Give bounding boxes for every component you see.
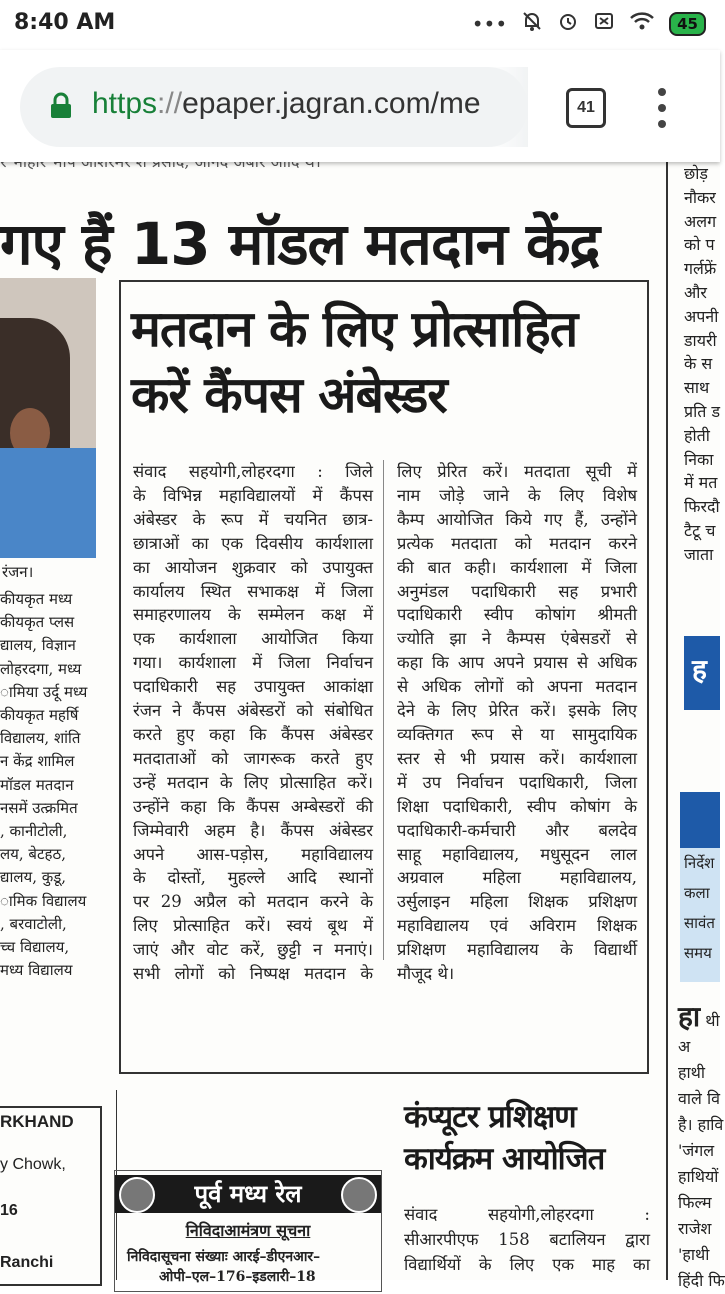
story-line: अंबेस्डर के रूप में चयनित छात्र- — [133, 509, 373, 529]
story-line: छात्राओं का एक दिवसीय कार्यशाला — [133, 533, 373, 553]
story-line: मौजूद थे। — [397, 964, 455, 984]
small-story-body — [404, 1202, 650, 1277]
menu-dot-icon — [658, 120, 666, 128]
right-line: फिरदौ — [684, 497, 720, 517]
menu-dot-icon — [658, 104, 666, 112]
url-scheme: https — [92, 87, 158, 120]
story-line: सभी लोगों को निष्पक्ष मतदान के — [133, 964, 373, 984]
right-lower-line: है। हावि — [678, 1115, 724, 1134]
story-headline-line: मतदान के लिए प्रोत्साहित — [131, 300, 578, 358]
right-line: साथ — [684, 378, 710, 398]
url-fade — [488, 67, 528, 147]
railway-logo-icon — [119, 1177, 155, 1213]
status-time: 8:40 AM — [14, 10, 116, 35]
right-line: को प — [684, 235, 715, 255]
right-lower-text — [678, 1000, 725, 1294]
right-line: टैटू च — [684, 520, 716, 540]
info-line: कला — [684, 884, 710, 902]
advert-line: Ranchi — [0, 1254, 54, 1271]
story-line: के दोस्तों, मुहल्ले आदि स्थानों — [133, 868, 373, 888]
story-column-1 — [133, 460, 373, 986]
story-line: व्यक्तिगत रूप से या सामुदायिक — [397, 724, 637, 744]
left-line: कीयकृत प्लस — [0, 613, 75, 632]
epaper-page[interactable] — [0, 162, 725, 1290]
story-line: की बात कही। कार्यशाला में जिला — [397, 557, 637, 577]
left-line: मध्य विद्यालय — [0, 961, 73, 980]
story-line: उर्सुलाइन महिला शिक्षक प्रशिक्षण — [397, 892, 637, 912]
right-line: जाता — [684, 544, 714, 564]
story-line: देने के लिए प्रेरित करें। इसके लिए — [397, 701, 637, 721]
story-line: में उप निर्वाचन पदाधिकारी, जिला — [397, 772, 637, 792]
battery-icon: 45 — [669, 12, 706, 36]
railway-line: निविदासूचना संख्याः आरई–डीएनआर– — [127, 1249, 321, 1265]
url-separator: :// — [157, 87, 183, 120]
news-photo — [0, 278, 96, 550]
railway-notice — [114, 1170, 382, 1292]
small-headline-line: कार्यक्रम आयोजित — [404, 1141, 605, 1177]
photo-caption: रंजन। — [2, 563, 34, 581]
advert-line: y Chowk, — [0, 1156, 66, 1173]
story-line: कैम्प आयोजित किये गए हैं, उन्होंने — [397, 509, 637, 529]
right-line: में मत — [684, 473, 718, 493]
story-line: मतदाताओं को जागरूक करते हुए — [133, 748, 373, 768]
right-lower-line: हिंदी फि — [678, 1271, 725, 1290]
left-line: लोहरदगा, मध्य — [0, 659, 82, 678]
photo-dress — [0, 448, 96, 558]
browser-toolbar — [0, 50, 720, 162]
left-line: कीयकृत महर्षि — [0, 706, 79, 725]
main-headline: गए हैं 13 मॉडल मतदान केंद्र — [0, 210, 600, 278]
dropcap: हा — [678, 1000, 701, 1033]
info-box — [680, 848, 720, 982]
story-line: नाम जोड़े जाने के लिए विशेष — [397, 485, 637, 505]
more-notifications-icon: ••• — [471, 11, 508, 36]
left-line: , कानीटोली, — [0, 822, 68, 841]
info-line: सावंत — [684, 914, 715, 932]
railway-subtitle-text: निविदाआमंत्रण सूचना — [185, 1221, 311, 1240]
url-text[interactable] — [92, 87, 481, 121]
right-line: निका — [684, 449, 714, 469]
mute-bell-icon — [521, 10, 543, 37]
railway-title-text: पूर्व मध्य रेल — [194, 1179, 302, 1208]
no-sim-icon — [593, 10, 615, 37]
story-line: अपने आस-पड़ोस, महाविद्यालय — [133, 844, 373, 864]
right-lower-line: अ — [678, 1037, 691, 1056]
left-line: मॉडल मतदान — [0, 775, 74, 794]
story-line: उन्होंने कहा कि कैंपस अम्बेस्डरों की — [133, 796, 373, 816]
right-line: और — [684, 282, 707, 302]
address-bar[interactable] — [20, 67, 528, 147]
story-line: पर 29 अप्रैल को मतदान करने के — [133, 892, 373, 912]
story-headline-line: करें कैंपस अंबेस्डर — [131, 366, 447, 424]
railway-line: ओपी–एल–176–इडलारी–18 — [159, 1269, 316, 1285]
info-line: समय — [684, 944, 712, 962]
story-line: लिए प्रेरित करें। मतदाता सूची में — [397, 462, 637, 481]
section-banner-dark — [680, 792, 720, 848]
story-box — [119, 280, 649, 1074]
right-lower-line: 'हाथी — [678, 1245, 710, 1264]
left-line: च्च विद्यालय, — [0, 938, 70, 957]
story-line: शिक्षा पदाधिकारी, स्वीप कोषांग के — [397, 796, 637, 816]
left-line: ामिया उर्दू मध्य — [0, 682, 88, 701]
small-headline-line: कंप्यूटर प्रशिक्षण — [404, 1099, 576, 1135]
left-line: लय, बेटहठ, — [0, 845, 66, 864]
story-line: एक कार्यशाला आयोजित किया — [133, 629, 373, 649]
left-line: न केंद्र शामिल — [0, 752, 75, 771]
story-line: कहा कि आप अपने प्रयास से अधिक — [397, 653, 637, 673]
right-line: नौकर — [684, 187, 716, 207]
status-bar — [0, 0, 720, 50]
story-line: साहू महाविद्यालय, मधुसूदन लाल — [397, 844, 637, 864]
advert-line: 16 — [0, 1202, 18, 1219]
left-column-text — [0, 588, 98, 982]
story-line: लिए प्रोत्साहित करें। स्वयं बूथ में — [133, 916, 373, 936]
story-line: करते हुए कहा कि कैंपस अंबेस्डर — [133, 724, 373, 744]
left-line: ामिक विद्यालय — [0, 891, 87, 910]
menu-dot-icon — [658, 88, 666, 96]
story-line: संवाद सहयोगी,लोहरदगा : जिले — [133, 462, 373, 481]
small-story-line: विद्यार्थियों के लिए एक माह का — [404, 1255, 650, 1274]
story-line: उन्हें मतदान के लिए प्रोत्साहित करें। — [133, 772, 373, 792]
story-line: पदाधिकारी स्वीप कोषांग श्रीमती — [397, 605, 637, 625]
alarm-icon — [557, 10, 579, 37]
story-line: का आयोजन शुक्रवार को उपायुक्त — [133, 557, 373, 577]
lock-icon — [50, 93, 72, 119]
story-headline — [131, 296, 577, 428]
status-icons — [472, 10, 706, 37]
left-line: , बरवाटोली, — [0, 914, 67, 933]
story-line: गया। कार्यशाला में जिला निर्वाचन — [133, 653, 373, 673]
left-line: नसमें उत्क्रमित — [0, 798, 78, 817]
small-story-line: सीआरपीएफ 158 बटालियन द्वारा — [404, 1230, 650, 1249]
story-line: कार्यालय स्थित सभाकक्ष में जिला — [133, 581, 373, 601]
column-divider — [383, 460, 384, 960]
story-line: से अधिक लोगों को अपना मतदान — [397, 677, 637, 697]
url-host: epaper.jagran.com/me — [182, 87, 481, 120]
right-line: डायरी — [684, 330, 717, 350]
small-story-line: संवाद सहयोगी,लोहरदगा : — [404, 1205, 650, 1224]
overflow-menu-button[interactable] — [652, 88, 672, 128]
right-line: के स — [684, 354, 713, 374]
right-line: होती — [684, 425, 710, 445]
section-banner — [684, 636, 720, 710]
railway-subtitle — [115, 1219, 381, 1241]
railway-title — [115, 1175, 381, 1213]
section-banner-letter: ह — [692, 653, 707, 686]
left-line: द्यालय, विज्ञान — [0, 636, 76, 655]
tab-switcher-button[interactable]: 41 — [566, 88, 606, 128]
story-line: पदाधिकारी सह उपायुक्त आकांक्षा — [133, 677, 373, 697]
advert-line: RKHAND — [0, 1112, 74, 1131]
right-line: गर्लफ्रें — [684, 259, 717, 279]
story-line: जिम्मेवारी अहम है। कैंपस अंबेस्डर — [133, 820, 373, 840]
story-line: रंजन ने कैंपस अंबेस्डरों को संबोधित — [133, 701, 373, 721]
story-line: पदाधिकारी-कर्मचारी और बलदेव — [397, 820, 637, 840]
story-line: प्रत्येक मतदाता को मतदान करने — [397, 533, 637, 553]
story-line: महाविद्यालय एवं अविराम शिक्षक — [397, 916, 637, 936]
right-line: प्रति ड — [684, 401, 721, 421]
story-line: समाहरणालय के सम्मेलन कक्ष में — [133, 605, 373, 625]
right-lower-line: 'जंगल — [678, 1141, 715, 1160]
left-line: द्यालय, कुडू, — [0, 868, 67, 887]
right-lower-line: हाथियों — [678, 1167, 719, 1186]
story-column-2 — [397, 460, 637, 986]
story-line: जाएं और वोट करें, छुट्टी न मनाएं। — [133, 940, 373, 960]
wifi-icon — [629, 10, 655, 37]
story-line: के विभिन्न महाविद्यालयों में कैंपस — [133, 485, 373, 505]
right-lower-line: वाले वि — [678, 1089, 721, 1108]
story-line: अनुमंडल पदाधिकारी सह प्रभारी — [397, 581, 637, 601]
column-rule — [666, 162, 668, 1280]
left-line: कीयकृत मध्य — [0, 590, 73, 608]
right-lower-line: फिल्म — [678, 1193, 712, 1212]
right-lower-line: राजेश — [678, 1219, 712, 1238]
railway-logo-icon — [341, 1177, 377, 1213]
small-story-headline — [404, 1096, 604, 1180]
story-line: प्रशिक्षण महाविद्यालय के विद्यार्थी — [397, 940, 637, 960]
right-lower-line: हाथी — [678, 1063, 706, 1082]
right-lower-word: थी — [705, 1011, 720, 1030]
right-line: छोड़ — [684, 164, 708, 183]
right-line: अलग — [684, 211, 717, 231]
right-line: अपनी — [684, 306, 719, 326]
story-line: ज्योति झा ने कैम्पस एंबेसडरों से — [397, 629, 637, 649]
story-line: अग्रवाल महिला महाविद्यालय, — [397, 868, 637, 888]
left-line: विद्यालय, शांति — [0, 729, 81, 748]
story-line: स्तर से भी प्रयास करें। कार्यशाला — [397, 748, 637, 768]
info-line: निर्देश — [684, 854, 715, 872]
right-column-text — [684, 162, 720, 567]
